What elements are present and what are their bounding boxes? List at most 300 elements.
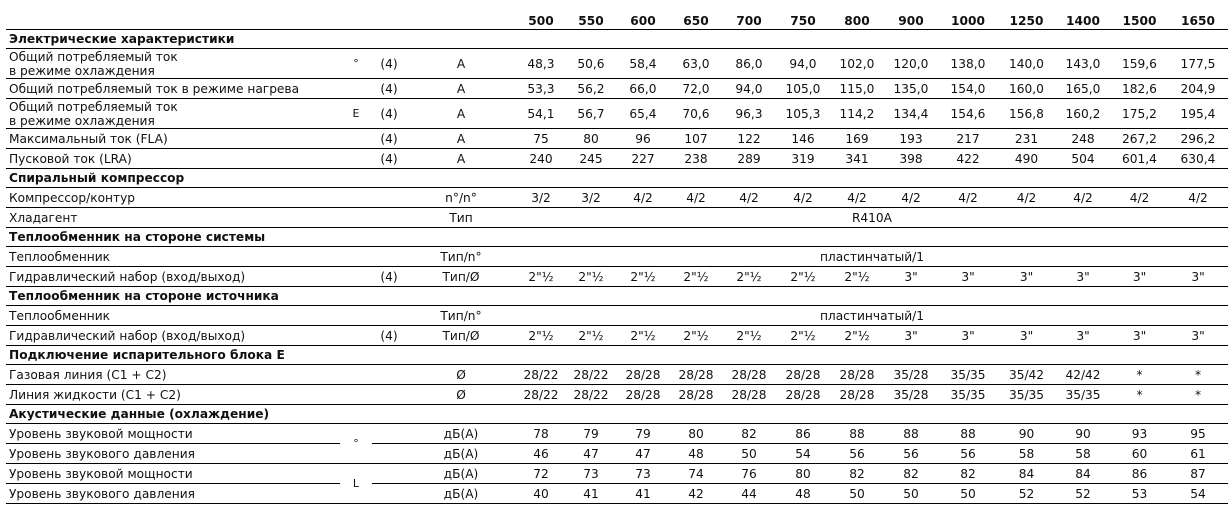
value-cell: 28/22	[516, 365, 566, 385]
row-label: Максимальный ток (FLA)	[6, 129, 340, 149]
value-cell: 84	[998, 464, 1055, 484]
value-cell: 41	[616, 484, 670, 504]
row-label-line: Общий потребляемый ток	[9, 99, 178, 114]
value-cell: 3"	[1111, 267, 1168, 287]
value-cell: 4/2	[830, 188, 884, 208]
row-label: Газовая линия (C1 + C2)	[6, 365, 340, 385]
value-cell: 42	[670, 484, 722, 504]
version-mark	[340, 385, 372, 405]
value-cell: 87	[1168, 464, 1228, 484]
value-cell: 61	[1168, 444, 1228, 464]
unit: Тип/n°	[406, 306, 516, 326]
value-cell: 46	[516, 444, 566, 464]
unit: А	[406, 129, 516, 149]
value-cell: 3/2	[516, 188, 566, 208]
section-title: Акустические данные (охлаждение)	[6, 405, 1228, 424]
value-cell: 2"½	[722, 267, 776, 287]
value-cell: 58,4	[616, 49, 670, 79]
value-cell: 47	[566, 444, 616, 464]
value-cell: 54,1	[516, 99, 566, 129]
value-cell: *	[1168, 385, 1228, 405]
row-label: Компрессор/контур	[6, 188, 340, 208]
value-cell: 35/35	[938, 385, 998, 405]
model-header: 800	[830, 6, 884, 30]
model-header: 1650	[1168, 6, 1228, 30]
model-header: 600	[616, 6, 670, 30]
value-cell: 140,0	[998, 49, 1055, 79]
section-title: Спиральный компрессор	[6, 169, 1228, 188]
data-row	[6, 385, 1228, 405]
unit: дБ(А)	[406, 464, 516, 484]
value-cell: 2"½	[776, 326, 830, 346]
value-cell: 2"½	[830, 267, 884, 287]
value-cell: 28/28	[670, 385, 722, 405]
value-cell: 134,4	[884, 99, 938, 129]
value-cell: 88	[938, 424, 998, 444]
value-cell: 105,0	[776, 79, 830, 99]
value-cell: 4/2	[722, 188, 776, 208]
value-cell: 114,2	[830, 99, 884, 129]
value-cell: 56,7	[566, 99, 616, 129]
header-blank	[6, 6, 516, 30]
value-cell: 217	[938, 129, 998, 149]
row-label: Уровень звукового давления	[6, 444, 340, 464]
value-cell: 169	[830, 129, 884, 149]
value-cell: 28/28	[776, 365, 830, 385]
section-header-row	[6, 287, 1228, 306]
version-mark	[340, 208, 372, 228]
value-cell: 94,0	[722, 79, 776, 99]
value-cell: 28/28	[616, 365, 670, 385]
value-cell: 115,0	[830, 79, 884, 99]
value-cell: 72,0	[670, 79, 722, 99]
section-title: Электрические характеристики	[6, 30, 1228, 49]
value-cell: 4/2	[1168, 188, 1228, 208]
footnote-ref: (4)	[372, 129, 406, 149]
value-cell: 78	[516, 424, 566, 444]
value-cell: 2"½	[722, 326, 776, 346]
value-cell: 105,3	[776, 99, 830, 129]
row-label: Гидравлический набор (вход/выход)	[6, 267, 340, 287]
model-header: 1000	[938, 6, 998, 30]
value-cell: 267,2	[1111, 129, 1168, 149]
value-cell: 50	[722, 444, 776, 464]
section-header-row	[6, 30, 1228, 49]
value-cell: 3"	[938, 267, 998, 287]
value-cell: 40	[516, 484, 566, 504]
footnote-ref	[372, 247, 406, 267]
value-cell: 72	[516, 464, 566, 484]
version-mark	[340, 267, 372, 287]
value-cell: 159,6	[1111, 49, 1168, 79]
value-cell: 146	[776, 129, 830, 149]
value-cell: 35/28	[884, 385, 938, 405]
spanning-value: R410A	[516, 208, 1228, 228]
data-row	[6, 484, 1228, 504]
version-mark	[340, 79, 372, 99]
unit: Тип/Ø	[406, 326, 516, 346]
value-cell: 177,5	[1168, 49, 1228, 79]
spec-sheet	[6, 6, 1216, 504]
unit: А	[406, 79, 516, 99]
value-cell: 28/28	[722, 385, 776, 405]
value-cell: 95	[1168, 424, 1228, 444]
value-cell: 227	[616, 149, 670, 169]
data-row	[6, 267, 1228, 287]
value-cell: 195,4	[1168, 99, 1228, 129]
value-cell: 289	[722, 149, 776, 169]
value-cell: 4/2	[616, 188, 670, 208]
value-cell: 66,0	[616, 79, 670, 99]
footnote-ref: (4)	[372, 149, 406, 169]
value-cell: 3"	[884, 267, 938, 287]
value-cell: 175,2	[1111, 99, 1168, 129]
data-row	[6, 464, 1228, 484]
value-cell: 53	[1111, 484, 1168, 504]
model-header: 750	[776, 6, 830, 30]
section-header-row	[6, 346, 1228, 365]
value-cell: 120,0	[884, 49, 938, 79]
value-cell: 630,4	[1168, 149, 1228, 169]
unit: n°/n°	[406, 188, 516, 208]
footnote-ref	[372, 424, 406, 444]
row-label: Гидравлический набор (вход/выход)	[6, 326, 340, 346]
version-mark	[340, 326, 372, 346]
value-cell: 2"½	[776, 267, 830, 287]
model-header: 500	[516, 6, 566, 30]
value-cell: 28/28	[722, 365, 776, 385]
value-cell: 58	[1055, 444, 1111, 464]
value-cell: 88	[830, 424, 884, 444]
value-cell: 50	[884, 484, 938, 504]
value-cell: 56	[938, 444, 998, 464]
row-label: Уровень звуковой мощности	[6, 424, 340, 444]
value-cell: 135,0	[884, 79, 938, 99]
spanning-value: пластинчатый/1	[516, 306, 1228, 326]
footnote-ref	[372, 188, 406, 208]
value-cell: 50	[938, 484, 998, 504]
spec-table-body	[6, 6, 1228, 504]
section-header-row	[6, 405, 1228, 424]
value-cell: 2"½	[830, 326, 884, 346]
value-cell: 4/2	[884, 188, 938, 208]
data-row	[6, 129, 1228, 149]
value-cell: 56	[884, 444, 938, 464]
value-cell: 53,3	[516, 79, 566, 99]
unit: Ø	[406, 365, 516, 385]
footnote-ref: (4)	[372, 267, 406, 287]
value-cell: *	[1168, 365, 1228, 385]
row-label: Уровень звуковой мощности	[6, 464, 340, 484]
value-cell: 182,6	[1111, 79, 1168, 99]
unit: А	[406, 49, 516, 79]
value-cell: 96	[616, 129, 670, 149]
model-header: 900	[884, 6, 938, 30]
section-title: Теплообменник на стороне источника	[6, 287, 1228, 306]
value-cell: 4/2	[1111, 188, 1168, 208]
value-cell: 82	[938, 464, 998, 484]
value-cell: 94,0	[776, 49, 830, 79]
value-cell: 296,2	[1168, 129, 1228, 149]
value-cell: 154,6	[938, 99, 998, 129]
value-cell: 3"	[884, 326, 938, 346]
value-cell: 4/2	[670, 188, 722, 208]
version-mark: °	[340, 49, 372, 79]
value-cell: 86	[1111, 464, 1168, 484]
version-mark	[340, 149, 372, 169]
data-row	[6, 247, 1228, 267]
value-cell: 76	[722, 464, 776, 484]
footnote-ref: (4)	[372, 49, 406, 79]
value-cell: 47	[616, 444, 670, 464]
unit: А	[406, 149, 516, 169]
model-header: 650	[670, 6, 722, 30]
value-cell: 3/2	[566, 188, 616, 208]
value-cell: 107	[670, 129, 722, 149]
value-cell: 28/28	[616, 385, 670, 405]
unit: дБ(А)	[406, 444, 516, 464]
value-cell: 54	[776, 444, 830, 464]
value-cell: 42/42	[1055, 365, 1111, 385]
value-cell: 50,6	[566, 49, 616, 79]
version-mark	[340, 306, 372, 326]
value-cell: 54	[1168, 484, 1228, 504]
spanning-value: пластинчатый/1	[516, 247, 1228, 267]
value-cell: 35/35	[1055, 385, 1111, 405]
value-cell: 160,2	[1055, 99, 1111, 129]
value-cell: 319	[776, 149, 830, 169]
row-label	[6, 49, 340, 79]
value-cell: 35/42	[998, 365, 1055, 385]
spec-table	[6, 6, 1228, 504]
row-label-line: в режиме охлаждения	[9, 113, 155, 128]
unit: дБ(А)	[406, 484, 516, 504]
value-cell: 2"½	[616, 267, 670, 287]
unit: дБ(А)	[406, 424, 516, 444]
value-cell: 28/28	[776, 385, 830, 405]
value-cell: 2"½	[616, 326, 670, 346]
value-cell: 80	[776, 464, 830, 484]
data-row	[6, 424, 1228, 444]
value-cell: 56	[830, 444, 884, 464]
value-cell: 82	[884, 464, 938, 484]
model-header: 1250	[998, 6, 1055, 30]
value-cell: 3"	[998, 267, 1055, 287]
value-cell: 65,4	[616, 99, 670, 129]
value-cell: 490	[998, 149, 1055, 169]
data-row	[6, 49, 1228, 79]
value-cell: 2"½	[670, 267, 722, 287]
value-cell: 90	[1055, 424, 1111, 444]
value-cell: 79	[616, 424, 670, 444]
value-cell: 50	[830, 484, 884, 504]
value-cell: 79	[566, 424, 616, 444]
data-row	[6, 79, 1228, 99]
value-cell: 82	[830, 464, 884, 484]
value-cell: 160,0	[998, 79, 1055, 99]
value-cell: *	[1111, 365, 1168, 385]
value-cell: 248	[1055, 129, 1111, 149]
value-cell: 56,2	[566, 79, 616, 99]
value-cell: 70,6	[670, 99, 722, 129]
row-label: Общий потребляемый ток в режиме нагрева	[6, 79, 340, 99]
value-cell: 156,8	[998, 99, 1055, 129]
footnote-ref	[372, 385, 406, 405]
value-cell: 63,0	[670, 49, 722, 79]
version-mark	[340, 365, 372, 385]
value-cell: 3"	[1055, 326, 1111, 346]
value-cell: 84	[1055, 464, 1111, 484]
value-cell: 86	[776, 424, 830, 444]
value-cell: 3"	[1055, 267, 1111, 287]
model-header: 700	[722, 6, 776, 30]
unit: Тип	[406, 208, 516, 228]
value-cell: 3"	[938, 326, 998, 346]
footnote-ref: (4)	[372, 326, 406, 346]
footnote-ref	[372, 484, 406, 504]
value-cell: 28/22	[566, 385, 616, 405]
version-mark	[340, 247, 372, 267]
value-cell: 245	[566, 149, 616, 169]
footnote-ref: (4)	[372, 99, 406, 129]
value-cell: 154,0	[938, 79, 998, 99]
value-cell: 28/28	[830, 385, 884, 405]
value-cell: 52	[998, 484, 1055, 504]
value-cell: 75	[516, 129, 566, 149]
value-cell: 193	[884, 129, 938, 149]
value-cell: 398	[884, 149, 938, 169]
unit: Ø	[406, 385, 516, 405]
value-cell: 3"	[998, 326, 1055, 346]
value-cell: 74	[670, 464, 722, 484]
value-cell: 35/28	[884, 365, 938, 385]
footnote-ref	[372, 444, 406, 464]
value-cell: 28/22	[516, 385, 566, 405]
data-row	[6, 444, 1228, 464]
value-cell: 4/2	[776, 188, 830, 208]
unit: А	[406, 99, 516, 129]
value-cell: 3"	[1168, 326, 1228, 346]
row-label: Уровень звукового давления	[6, 484, 340, 504]
model-header-row	[6, 6, 1228, 30]
value-cell: 2"½	[516, 326, 566, 346]
value-cell: 86,0	[722, 49, 776, 79]
value-cell: 93	[1111, 424, 1168, 444]
version-mark: L	[340, 464, 372, 504]
row-label-line: Общий потребляемый ток	[9, 49, 178, 64]
value-cell: 504	[1055, 149, 1111, 169]
value-cell: 58	[998, 444, 1055, 464]
value-cell: 73	[616, 464, 670, 484]
value-cell: 48	[776, 484, 830, 504]
data-row	[6, 188, 1228, 208]
value-cell: 238	[670, 149, 722, 169]
data-row	[6, 326, 1228, 346]
value-cell: 44	[722, 484, 776, 504]
value-cell: 240	[516, 149, 566, 169]
value-cell: 122	[722, 129, 776, 149]
value-cell: *	[1111, 385, 1168, 405]
unit: Тип/Ø	[406, 267, 516, 287]
section-title: Теплообменник на стороне системы	[6, 228, 1228, 247]
row-label: Пусковой ток (LRA)	[6, 149, 340, 169]
value-cell: 102,0	[830, 49, 884, 79]
value-cell: 73	[566, 464, 616, 484]
value-cell: 165,0	[1055, 79, 1111, 99]
row-label-line: в режиме охлаждения	[9, 63, 155, 78]
version-mark: E	[340, 99, 372, 129]
value-cell: 422	[938, 149, 998, 169]
value-cell: 4/2	[998, 188, 1055, 208]
value-cell: 60	[1111, 444, 1168, 464]
version-mark	[340, 188, 372, 208]
value-cell: 204,9	[1168, 79, 1228, 99]
value-cell: 88	[884, 424, 938, 444]
section-header-row	[6, 169, 1228, 188]
row-label: Линия жидкости (C1 + C2)	[6, 385, 340, 405]
version-mark: °	[340, 424, 372, 464]
value-cell: 2"½	[566, 326, 616, 346]
footnote-ref: (4)	[372, 79, 406, 99]
unit: Тип/n°	[406, 247, 516, 267]
value-cell: 2"½	[566, 267, 616, 287]
data-row	[6, 306, 1228, 326]
value-cell: 2"½	[670, 326, 722, 346]
value-cell: 3"	[1111, 326, 1168, 346]
footnote-ref	[372, 464, 406, 484]
value-cell: 231	[998, 129, 1055, 149]
version-mark	[340, 129, 372, 149]
model-header: 1400	[1055, 6, 1111, 30]
value-cell: 341	[830, 149, 884, 169]
value-cell: 35/35	[998, 385, 1055, 405]
footnote-ref	[372, 306, 406, 326]
value-cell: 28/28	[830, 365, 884, 385]
value-cell: 143,0	[1055, 49, 1111, 79]
value-cell: 35/35	[938, 365, 998, 385]
value-cell: 48	[670, 444, 722, 464]
row-label	[6, 99, 340, 129]
row-label: Теплообменник	[6, 306, 340, 326]
section-header-row	[6, 228, 1228, 247]
value-cell: 80	[566, 129, 616, 149]
model-header: 1500	[1111, 6, 1168, 30]
value-cell: 28/28	[670, 365, 722, 385]
value-cell: 82	[722, 424, 776, 444]
row-label: Теплообменник	[6, 247, 340, 267]
value-cell: 138,0	[938, 49, 998, 79]
value-cell: 2"½	[516, 267, 566, 287]
value-cell: 4/2	[938, 188, 998, 208]
value-cell: 52	[1055, 484, 1111, 504]
value-cell: 80	[670, 424, 722, 444]
model-header: 550	[566, 6, 616, 30]
data-row	[6, 99, 1228, 129]
footnote-ref	[372, 365, 406, 385]
section-title: Подключение испарительного блока E	[6, 346, 1228, 365]
data-row	[6, 149, 1228, 169]
value-cell: 96,3	[722, 99, 776, 129]
value-cell: 48,3	[516, 49, 566, 79]
value-cell: 28/22	[566, 365, 616, 385]
value-cell: 41	[566, 484, 616, 504]
value-cell: 4/2	[1055, 188, 1111, 208]
value-cell: 90	[998, 424, 1055, 444]
data-row	[6, 365, 1228, 385]
value-cell: 601,4	[1111, 149, 1168, 169]
footnote-ref	[372, 208, 406, 228]
value-cell: 3"	[1168, 267, 1228, 287]
